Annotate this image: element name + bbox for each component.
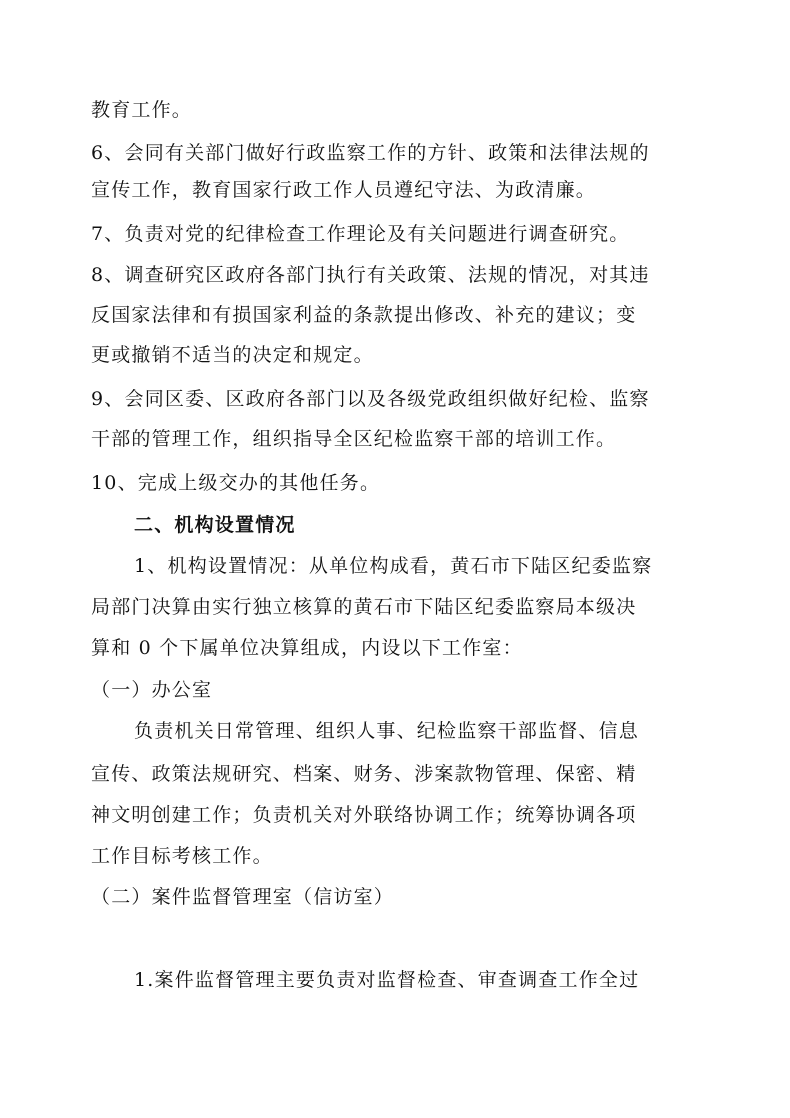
text-line: 1、机构设置情况：从单位构成看，黄石市下陆区纪委监察 bbox=[134, 555, 653, 577]
text-line: 7、负责对党的纪律检查工作理论及有关问题进行调查研究。 bbox=[91, 223, 630, 245]
text-line: 神文明创建工作；负责机关对外联络协调工作；统筹协调各项 bbox=[91, 804, 637, 826]
text-line: 1.案件监督管理主要负责对监督检查、审查调查工作全过 bbox=[134, 969, 640, 991]
text-line: 干部的管理工作，组织指导全区纪检监察干部的培训工作。 bbox=[91, 428, 617, 450]
text-line: 工作目标考核工作。 bbox=[91, 845, 273, 867]
text-line: 反国家法律和有损国家利益的条款提出修改、补充的建议；变 bbox=[91, 304, 637, 326]
text-line: 算和 0 个下属单位决算组成，内设以下工作室： bbox=[91, 637, 523, 659]
text-line: 8、调查研究区政府各部门执行有关政策、法规的情况，对其违 bbox=[91, 264, 650, 286]
text-line: 更或撤销不适当的决定和规定。 bbox=[91, 344, 374, 366]
text-line: 6、会同有关部门做好行政监察工作的方针、政策和法律法规的 bbox=[91, 142, 650, 164]
subsection-heading: （一）办公室 bbox=[91, 679, 213, 701]
text-line: 宣传、政策法规研究、档案、财务、涉案款物管理、保密、精 bbox=[91, 763, 637, 785]
text-line: 教育工作。 bbox=[91, 99, 193, 121]
text-line: 9、会同区委、区政府各部门以及各级党政组织做好纪检、监察 bbox=[91, 388, 650, 410]
text-line: 宣传工作，教育国家行政工作人员遵纪守法、为政清廉。 bbox=[91, 179, 597, 201]
text-line: 局部门决算由实行独立核算的黄石市下陆区纪委监察局本级决 bbox=[91, 596, 637, 618]
text-line: 负责机关日常管理、组织人事、纪检监察干部监督、信息 bbox=[134, 720, 640, 742]
text-line: 10、完成上级交办的其他任务。 bbox=[91, 472, 381, 494]
section-heading: 二、机构设置情况 bbox=[134, 514, 296, 536]
subsection-heading: （二）案件监督管理室（信访室） bbox=[91, 886, 395, 908]
